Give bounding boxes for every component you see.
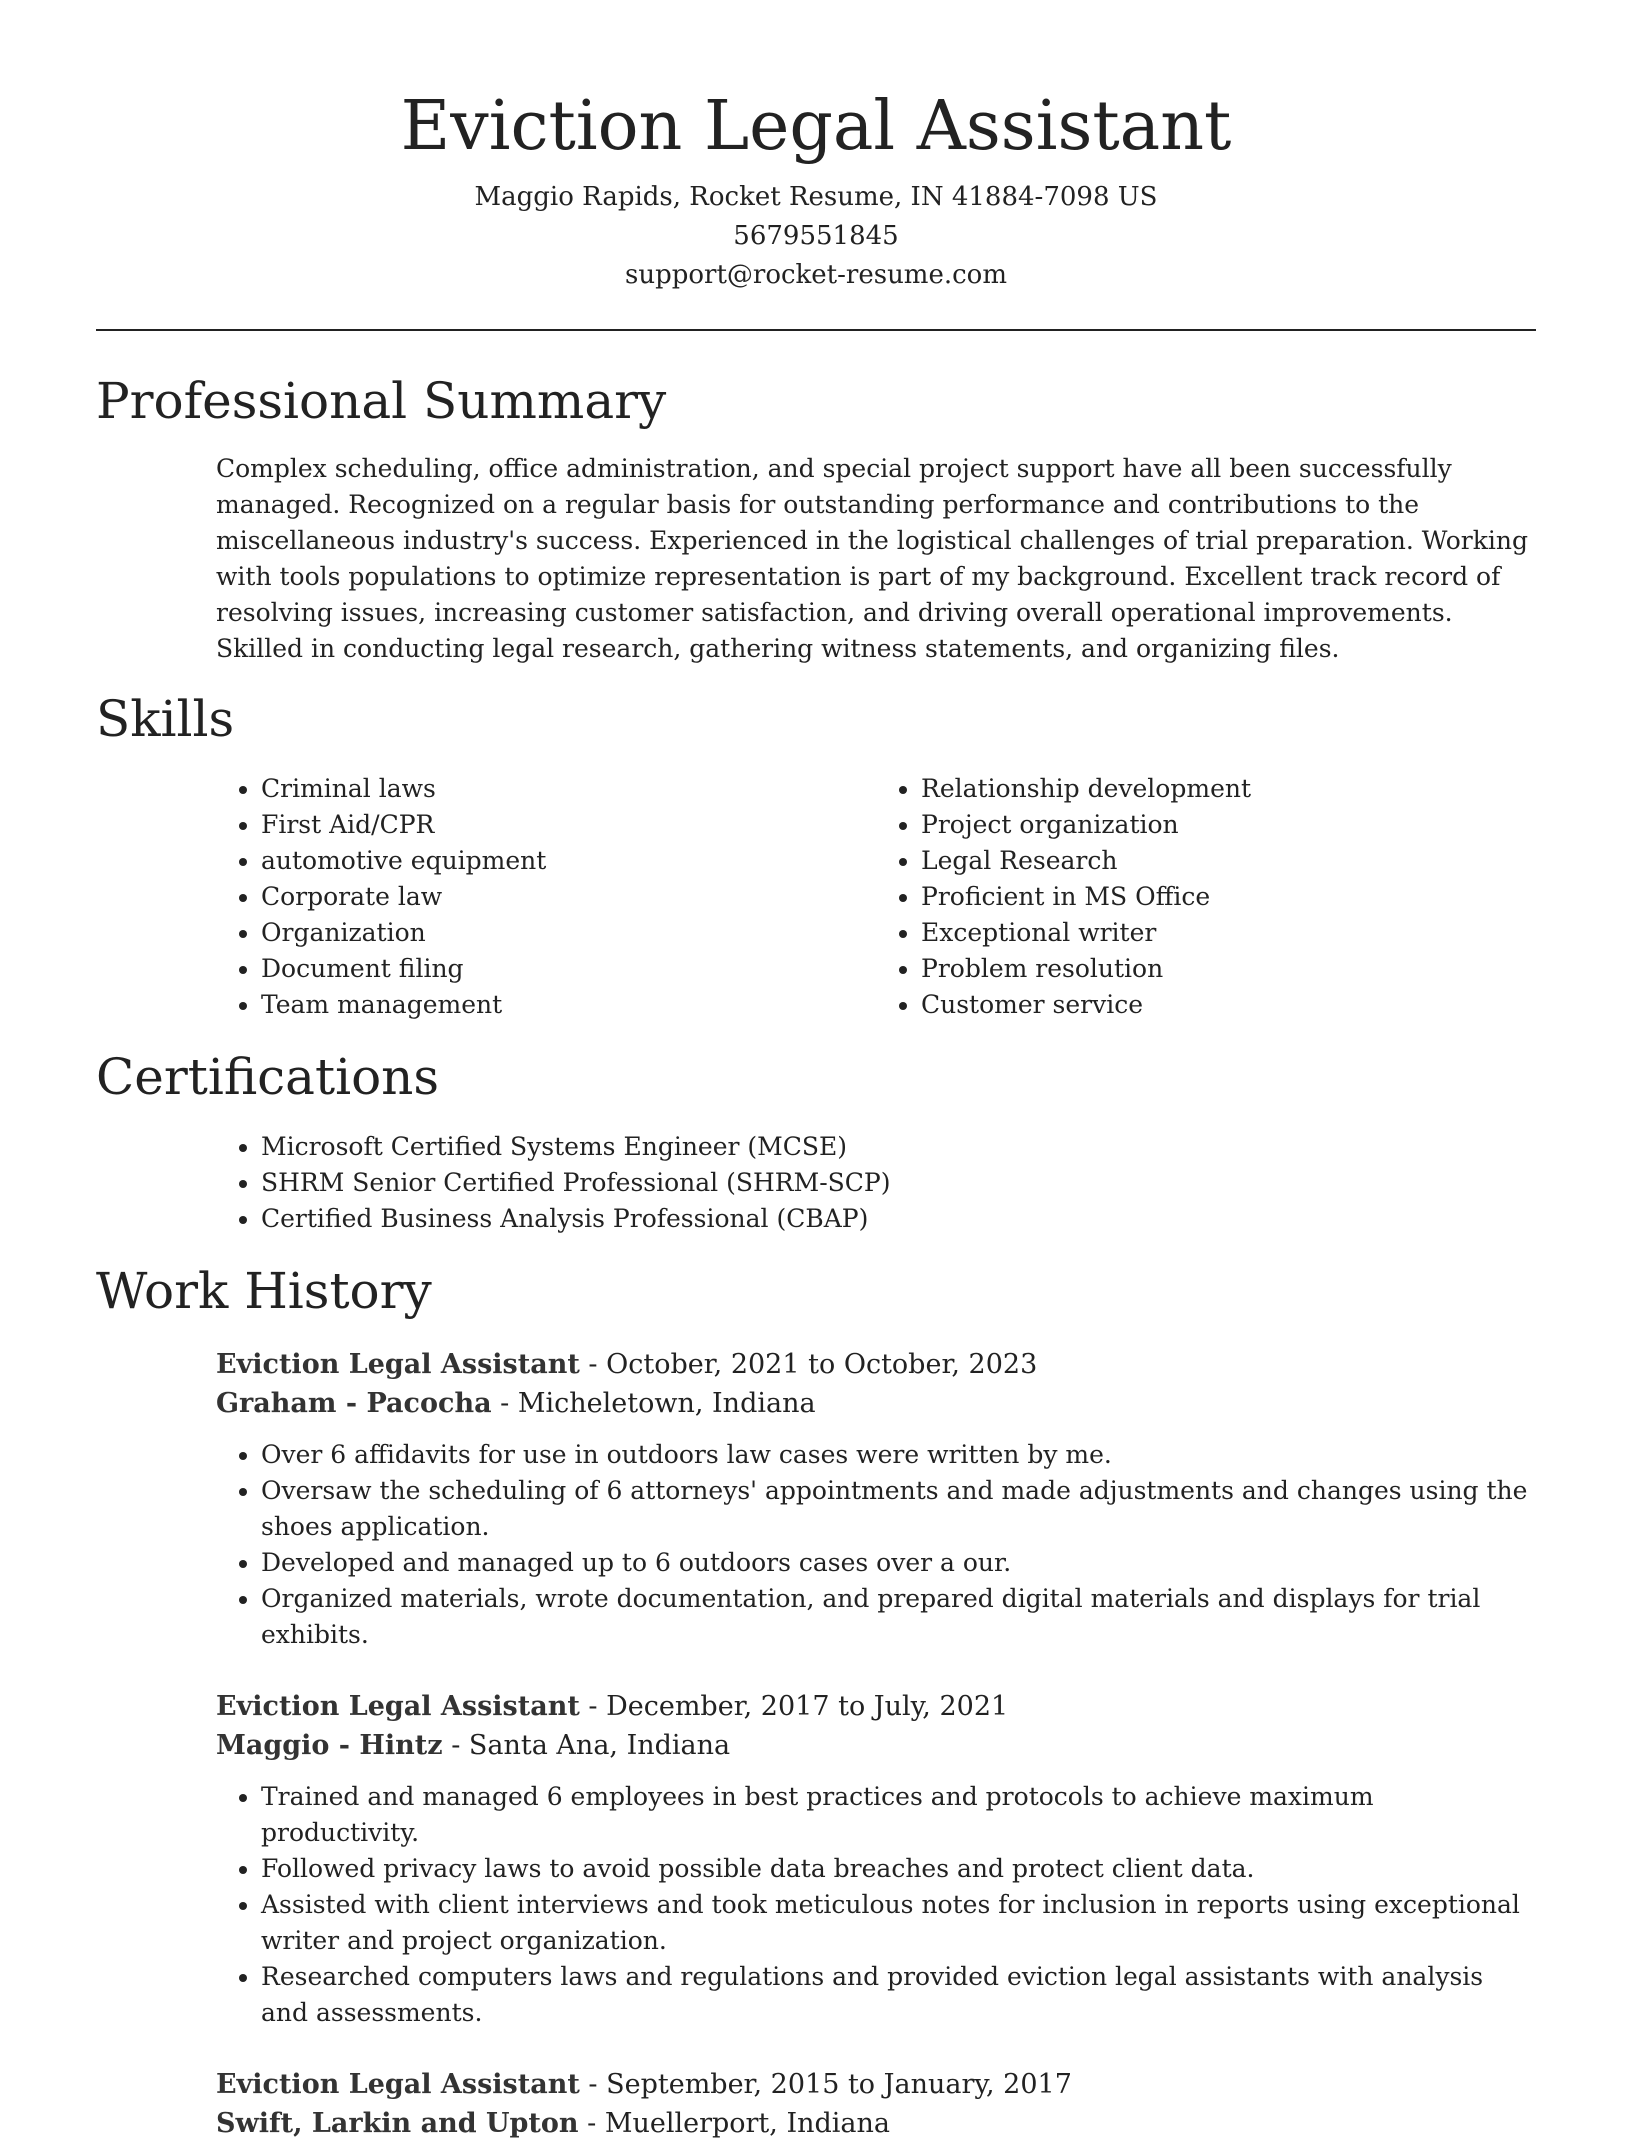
contact-email: support@rocket-resume.com	[624, 260, 1007, 290]
work-history-heading: Work History	[96, 1262, 432, 1320]
contact-address: Maggio Rapids, Rocket Resume, IN 41884-7098 US	[474, 182, 1158, 212]
job-company: Graham - Pacocha	[216, 1388, 492, 1419]
job-bullet: • Developed and managed up to 6 outdoors cases over a our.	[261, 1545, 1536, 1581]
summary-text: Complex scheduling, office administration, and special project support have all been successfully managed. Recognized on a regular basis for outstanding performance and contributions to the miscellaneous industry's success. Experienced in the logistical challenges of trial preparation. Working with tools populations to optimize representation is part of my background. Excellent track record of resolving issues, increasing customer satisfaction, and driving overall operational improvements. Skilled in conducting legal research, gathering witness statements, and organizing files.	[216, 454, 1528, 663]
skills-column-right	[876, 771, 1536, 1023]
job-dates: - September, 2015 to January, 2017	[579, 2069, 1072, 2100]
skill-item: • Relationship development	[921, 771, 1536, 807]
skill-item: • Organization	[261, 915, 876, 951]
certifications-list	[216, 1129, 1536, 1237]
job-bullet: • Trained and managed 6 employees in best practices and protocols to achieve maximum productivity.	[261, 1779, 1536, 1851]
job-bullet: • Followed privacy laws to avoid possible data breaches and protect client data.	[261, 1851, 1536, 1887]
job-bullet: • Organized materials, wrote documentation, and prepared digital materials and displays for trial exhibits.	[261, 1581, 1536, 1653]
skill-item: • Problem resolution	[921, 951, 1536, 987]
job-bullet: • Oversaw the scheduling of 6 attorneys' appointments and made adjustments and changes using the shoes application.	[261, 1473, 1536, 1545]
certification-item: • Certified Business Analysis Professional (CBAP)	[261, 1201, 1536, 1237]
skill-item: • Legal Research	[921, 843, 1536, 879]
job-bullet: • Researched computers laws and regulations and provided eviction legal assistants with analysis and assessments.	[261, 1959, 1536, 2031]
job-company: Maggio - Hintz	[216, 1730, 443, 1761]
skills-grid	[216, 771, 1536, 1023]
skills-column-left	[216, 771, 876, 1023]
job-location: - Muellerport, Indiana	[578, 2108, 891, 2139]
job-bullet: • Over 6 affidavits for use in outdoors law cases were written by me.	[261, 1437, 1536, 1473]
job-title-line	[216, 1345, 1536, 1384]
job-bullet: • Assisted with client interviews and took meticulous notes for inclusion in reports using exceptional writer and project organization.	[261, 1887, 1536, 1959]
job-location: - Santa Ana, Indiana	[442, 1730, 731, 1761]
certification-item: • SHRM Senior Certified Professional (SHRM-SCP)	[261, 1165, 1536, 1201]
job-entry	[216, 1687, 1536, 2031]
summary-heading: Professional Summary	[96, 372, 667, 430]
job-entry	[216, 1345, 1536, 1653]
job-bullets	[216, 1779, 1536, 2031]
job-title-line	[216, 2065, 1536, 2104]
skill-item: • Proficient in MS Office	[921, 879, 1536, 915]
job-dates: - December, 2017 to July, 2021	[579, 1691, 1009, 1722]
job-title-line	[216, 1687, 1536, 1726]
certifications-heading: Certifications	[96, 1048, 440, 1106]
skill-item: • Team management	[261, 987, 876, 1023]
skill-item: • Customer service	[921, 987, 1536, 1023]
job-company-line	[216, 1384, 1536, 1423]
resume-page	[96, 0, 1536, 2143]
contact-block	[96, 178, 1536, 295]
job-title: Eviction Legal Assistant	[216, 1691, 580, 1722]
job-location: - Micheletown, Indiana	[491, 1388, 816, 1419]
skill-item: • Document filing	[261, 951, 876, 987]
job-company-line	[216, 1726, 1536, 1765]
job-company: Swift, Larkin and Upton	[216, 2108, 579, 2139]
job-company-line	[216, 2104, 1536, 2143]
resume-header	[96, 0, 1536, 295]
job-title: Eviction Legal Assistant	[216, 1349, 580, 1380]
skill-item: • Corporate law	[261, 879, 876, 915]
skill-item: • First Aid/CPR	[261, 807, 876, 843]
skills-heading: Skills	[96, 690, 235, 748]
job-bullets	[216, 1437, 1536, 1653]
job-dates: - October, 2021 to October, 2023	[579, 1349, 1038, 1380]
header-divider	[96, 329, 1536, 331]
job-title: Eviction Legal Assistant	[216, 2069, 580, 2100]
skill-item: • Criminal laws	[261, 771, 876, 807]
skill-item: • Project organization	[921, 807, 1536, 843]
resume-name: Eviction Legal Assistant	[400, 87, 1232, 166]
certification-item: • Microsoft Certified Systems Engineer (MCSE)	[261, 1129, 1536, 1165]
job-entry	[216, 2065, 1536, 2143]
contact-phone: 5679551845	[733, 221, 899, 251]
skill-item: • automotive equipment	[261, 843, 876, 879]
skill-item: • Exceptional writer	[921, 915, 1536, 951]
